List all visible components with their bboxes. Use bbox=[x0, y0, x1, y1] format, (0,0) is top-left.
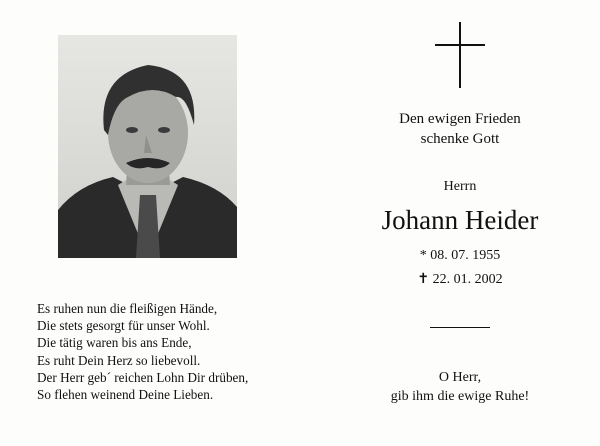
poem-line: Es ruht Dein Herz so liebevoll. bbox=[37, 352, 201, 368]
poem-line: Der Herr geb´ reichen Lohn Dir drüben, bbox=[37, 369, 249, 385]
death-date: ✝ 22. 01. 2002 bbox=[417, 272, 503, 287]
honorific: Herrn bbox=[443, 179, 477, 194]
prayer bbox=[350, 368, 570, 406]
peace-phrase-line2: schenke Gott bbox=[420, 131, 500, 147]
prayer-line2: gib ihm die ewige Ruhe! bbox=[390, 389, 530, 404]
divider-line bbox=[430, 327, 490, 328]
birth-date: * 08. 07. 1955 bbox=[419, 248, 501, 263]
peace-phrase-line1: Den ewigen Frieden bbox=[399, 111, 521, 127]
portrait-photo bbox=[58, 35, 237, 258]
poem-line: Die tätig waren bis ans Ende, bbox=[37, 335, 192, 351]
cross-icon bbox=[435, 22, 485, 88]
poem bbox=[37, 300, 327, 403]
poem-line: Es ruhen nun die fleißigen Hände, bbox=[37, 301, 218, 316]
peace-phrase bbox=[350, 109, 570, 149]
poem-line: Die stets gesorgt für unser Wohl. bbox=[37, 318, 210, 334]
deceased-name: Johann Heider bbox=[381, 205, 539, 235]
prayer-line1: O Herr, bbox=[438, 370, 482, 385]
poem-line: So flehen weinend Deine Lieben. bbox=[37, 387, 214, 403]
